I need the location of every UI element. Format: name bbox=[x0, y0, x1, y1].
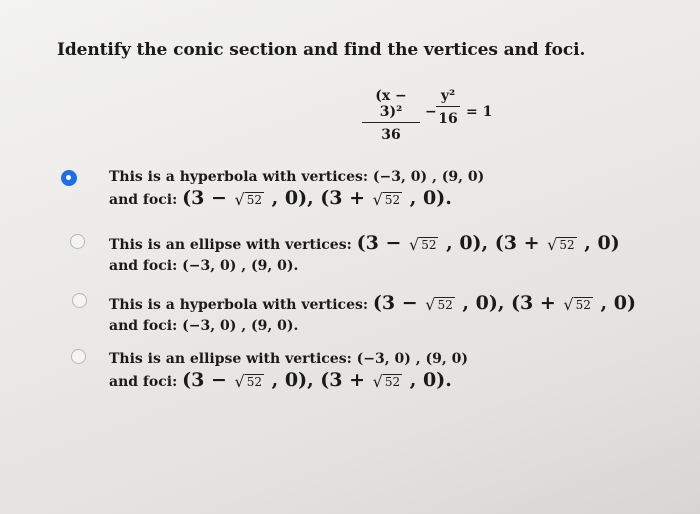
equation-fraction-x bbox=[362, 88, 420, 143]
sqrt-symbol: √ 52 bbox=[372, 372, 401, 391]
option-b-vertices-value: (3 − √ 52 , 0), (3 + √ 52 , 0) bbox=[356, 232, 620, 254]
sqrt-symbol: √ 52 bbox=[234, 372, 263, 391]
option-b-line1 bbox=[109, 233, 620, 256]
option-a-line1: This is a hyperbola with vertices: (−3, 0) , (9, 0) bbox=[109, 169, 485, 185]
option-a-line2 bbox=[109, 188, 484, 211]
radio-button[interactable] bbox=[71, 349, 86, 364]
fraction-x-numerator: (x − 3)² bbox=[375, 88, 407, 120]
option-b-text bbox=[109, 233, 620, 277]
option-d-line1: This is an ellipse with vertices: (−3, 0) , (9, 0) bbox=[109, 351, 468, 367]
option-c-vertices-value: (3 − √ 52 , 0), (3 + √ 52 , 0) bbox=[372, 292, 636, 314]
option-a-text bbox=[109, 167, 484, 211]
option-c-line1 bbox=[109, 293, 636, 316]
sqrt-symbol: √ 52 bbox=[234, 190, 263, 209]
option-d-text bbox=[109, 349, 468, 393]
radio-button[interactable] bbox=[72, 293, 87, 308]
fraction-x-denominator: 36 bbox=[381, 127, 401, 143]
option-b-line2: and foci: (−3, 0) , (9, 0). bbox=[109, 258, 299, 274]
sqrt-symbol: √ 52 bbox=[372, 190, 401, 209]
option-b-vertices-label: This is an ellipse with vertices: bbox=[109, 237, 357, 253]
option-d-foci-label: and foci: bbox=[109, 374, 183, 390]
option-c-vertices-label: This is a hyperbola with vertices: bbox=[109, 297, 373, 313]
equation-fraction-y bbox=[436, 88, 460, 127]
radio-button-selected[interactable] bbox=[61, 170, 77, 186]
sqrt-symbol: √ 52 bbox=[547, 235, 575, 254]
equation-rhs: = 1 bbox=[466, 104, 493, 120]
option-a-foci-label: and foci: bbox=[109, 192, 183, 208]
option-a-foci-value: (3 − √ 52 , 0), (3 + √ 52 , 0). bbox=[182, 187, 452, 209]
fraction-y-denominator: 16 bbox=[438, 111, 458, 127]
radio-button[interactable] bbox=[70, 234, 85, 249]
option-d-foci-value: (3 − √ 52 , 0), (3 + √ 52 , 0). bbox=[182, 369, 452, 391]
conic-equation bbox=[362, 88, 502, 143]
option-c-text bbox=[109, 293, 636, 337]
option-c-line2: and foci: (−3, 0) , (9, 0). bbox=[109, 318, 299, 334]
question-prompt: Identify the conic section and find the vertices and foci. bbox=[57, 40, 586, 60]
equation-minus: − bbox=[425, 104, 437, 120]
sqrt-symbol: √ 52 bbox=[409, 235, 437, 254]
fraction-y-numerator: y² bbox=[440, 88, 456, 104]
sqrt-symbol: √ 52 bbox=[563, 295, 591, 314]
sqrt-symbol: √ 52 bbox=[425, 295, 453, 314]
option-d-line2 bbox=[109, 370, 468, 393]
